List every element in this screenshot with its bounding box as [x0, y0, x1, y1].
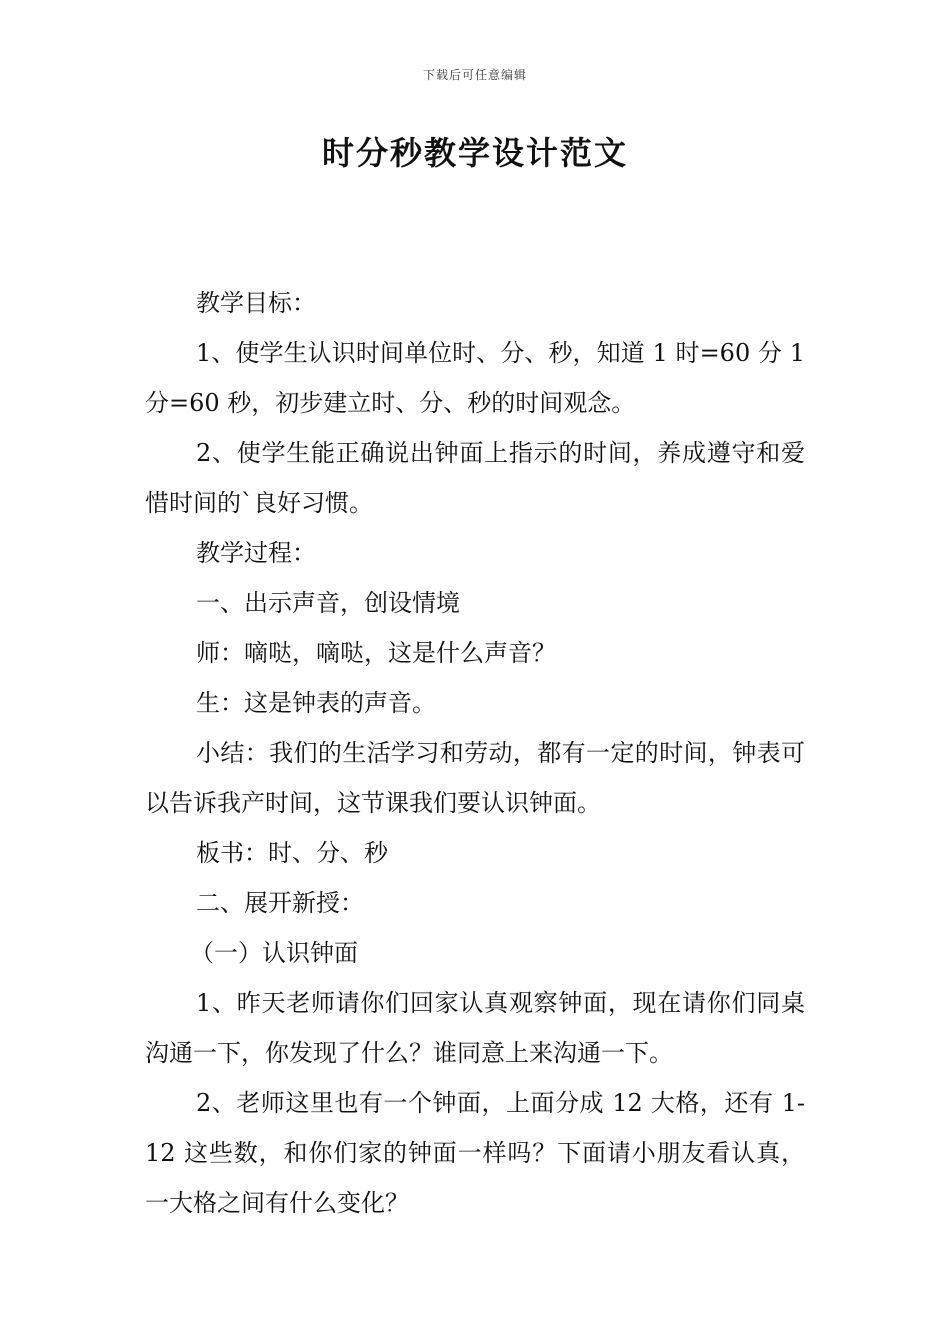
paragraph-step-1: 1、昨天老师请你们回家认真观察钟面，现在请你们同桌沟通一下，你发现了什么？谁同意上来沟通一下。 — [145, 989, 805, 1067]
header-note: 下载后可任意编辑 — [422, 68, 527, 82]
paragraph-subsection-1: （一）认识钟面 — [190, 939, 358, 967]
paragraph-objective-2: 2、使学生能正确说出钟面上指示的时间，养成遵守和爱惜时间的`良好习惯。 — [145, 439, 805, 517]
paragraph-objective-1: 1、使学生认识时间单位时、分、秒，知道 1 时=60 分 1 分=60 秒，初步建立时、分、秒的时间观念。 — [145, 339, 805, 417]
paragraph-objectives-heading: 教学目标： — [196, 289, 316, 317]
paragraph-blackboard: 板书：时、分、秒 — [196, 839, 388, 867]
paragraph-summary: 小结：我们的生活学习和劳动，都有一定的时间，钟表可以告诉我产时间，这节课我们要认识钟面。 — [145, 739, 805, 817]
paragraph-teacher-line: 师：嘀哒，嘀哒，这是什么声音？ — [196, 639, 556, 667]
paragraph-section-2: 二、展开新授： — [196, 889, 364, 917]
document-body — [145, 278, 805, 1228]
paragraph-step-2: 2、老师这里也有一个钟面，上面分成 12 大格，还有 1-12 这些数，和你们家的钟面一样吗？下面请小朋友看认真，一大格之间有什么变化？ — [145, 1089, 805, 1217]
paragraph-process-heading: 教学过程： — [196, 539, 316, 567]
page-title: 时分秒教学设计范文 — [321, 134, 628, 172]
paragraph-student-line: 生：这是钟表的声音。 — [196, 689, 436, 717]
paragraph-section-1: 一、出示声音，创设情境 — [196, 589, 460, 617]
